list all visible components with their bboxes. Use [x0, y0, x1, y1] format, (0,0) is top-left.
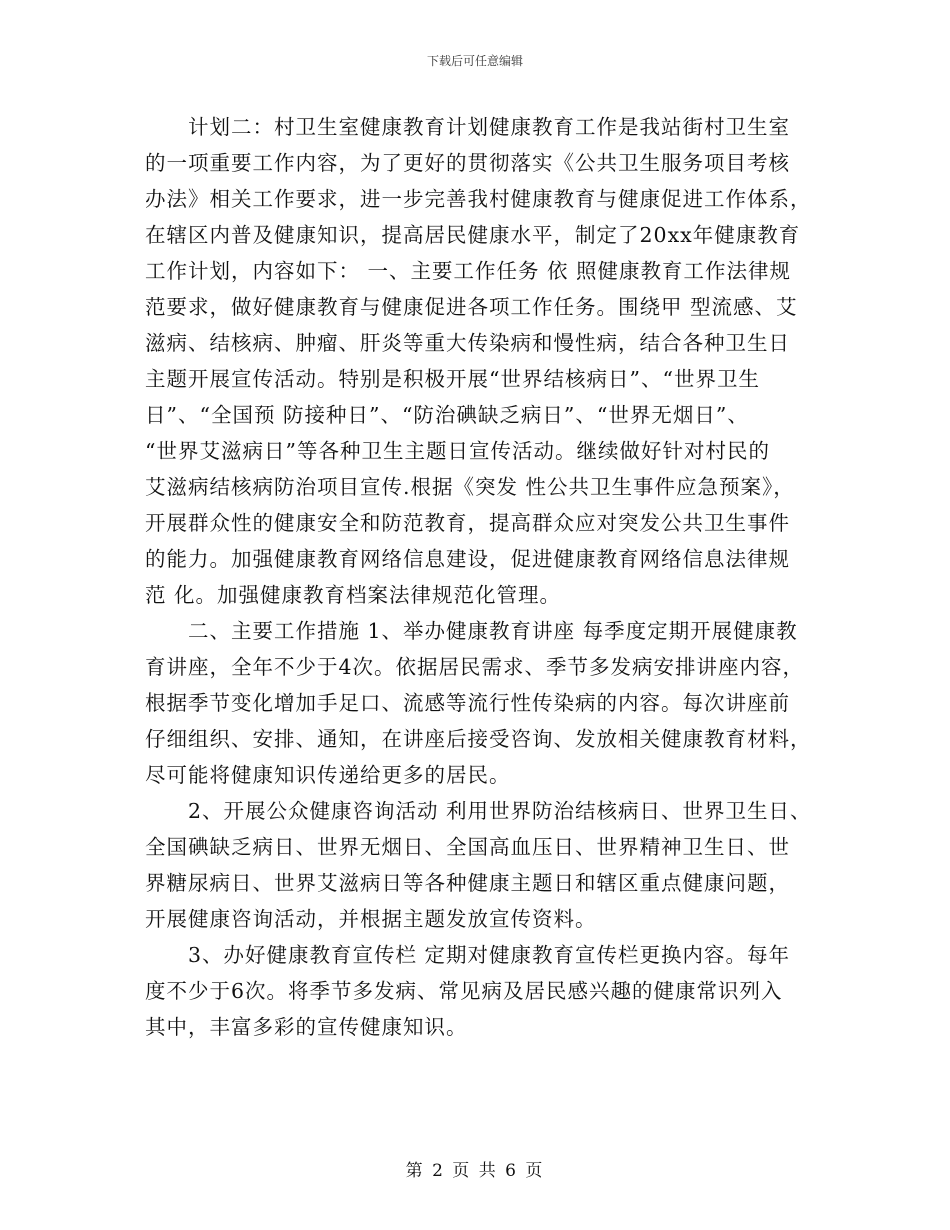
- text-line: 3、办好健康教育宣传栏 定期对健康教育宣传栏更换内容。每年: [188, 943, 791, 967]
- text-line: 尽可能将健康知识传递给更多的居民。: [145, 763, 511, 787]
- text-line: 办法》相关工作要求，进一步完善我村健康教育与健康促进工作体系，: [145, 187, 812, 211]
- text-line: 日”、“全国预 防接种日”、“防治碘缺乏病日”、“世界无烟日”、: [145, 403, 749, 427]
- text-line: 开展健康咨询活动，并根据主题发放宣传资料。: [145, 907, 597, 931]
- text-line: 范要求，做好健康教育与健康促进各项工作任务。围绕甲 型流感、艾: [145, 295, 798, 319]
- text-line: 开展群众性的健康安全和防范教育，提高群众应对突发公共卫生事件: [145, 511, 790, 535]
- text-line: 计划二：村卫生室健康教育计划健康教育工作是我站街村卫生室: [188, 115, 790, 139]
- text-line: 的能力。加强健康教育网络信息建设，促进健康教育网络信息法律规: [145, 547, 790, 571]
- text-line: 育讲座，全年不少于4次。依据居民需求、季节多发病安排讲座内容，: [145, 655, 805, 679]
- text-line: 界糖尿病日、世界艾滋病日等各种健康主题日和辖区重点健康问题，: [145, 871, 790, 895]
- text-line: 工作计划，内容如下： 一、主要工作任务 依 照健康教育工作法律规: [145, 259, 792, 283]
- text-line: 的一项重要工作内容，为了更好的贯彻落实《公共卫生服务项目考核: [145, 151, 790, 175]
- text-line: 2、开展公众健康咨询活动 利用世界防治结核病日、世界卫生日、: [188, 799, 812, 823]
- page-header: 下载后可任意编辑: [426, 54, 523, 68]
- text-line: 滋病、结核病、肿瘤、肝炎等重大传染病和慢性病，结合各种卫生日: [145, 331, 790, 355]
- text-line: 在辖区内普及健康知识，提高居民健康水平，制定了20xx年健康教育: [145, 223, 801, 247]
- text-line: 二、主要工作措施 1、举办健康教育讲座 每季度定期开展健康教: [188, 619, 798, 643]
- text-line: 仔细组织、安排、通知，在讲座后接受咨询、发放相关健康教育材料，: [145, 727, 812, 751]
- text-line: “世界艾滋病日”等各种卫生主题日宣传活动。继续做好针对村民的: [145, 439, 770, 463]
- text-line: 度不少于6次。将季节多发病、常见病及居民感兴趣的健康常识列入: [145, 979, 783, 1003]
- text-line: 主题开展宣传活动。特别是积极开展“世界结核病日”、“世界卫生: [145, 367, 760, 391]
- text-line: 艾滋病结核病防治项目宣传.根据《突发 性公共卫生事件应急预案》，: [145, 475, 795, 499]
- text-line: 范 化。加强健康教育档案法律规范化管理。: [145, 583, 562, 607]
- text-line: 其中，丰富多彩的宣传健康知识。: [145, 1015, 468, 1039]
- text-line: 全国碘缺乏病日、世界无烟日、全国高血压日、世界精神卫生日、世: [145, 835, 790, 859]
- page-footer: 第 2 页 共 6 页: [405, 1161, 545, 1181]
- text-line: 根据季节变化增加手足口、流感等流行性传染病的内容。每次讲座前: [145, 691, 790, 715]
